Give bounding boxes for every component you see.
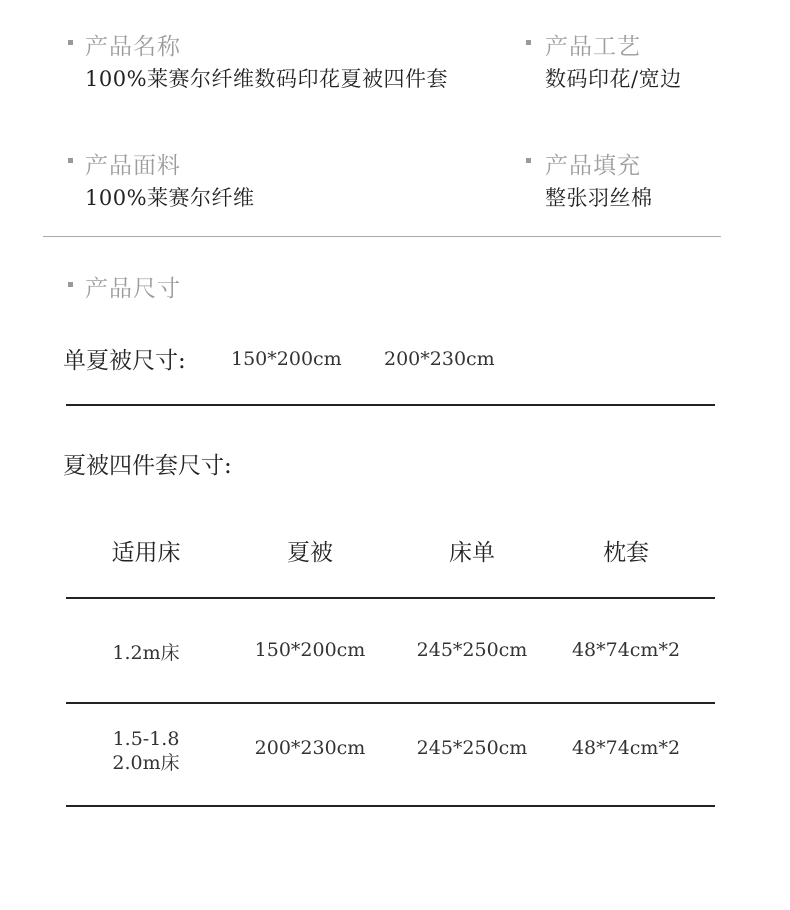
- table-cell: 150*200cm: [254, 639, 366, 661]
- single-quilt-size-2: 200*230cm: [384, 348, 495, 370]
- bullet-icon: [526, 158, 531, 163]
- bullet-icon: [68, 40, 73, 45]
- single-quilt-size-label: 单夏被尺寸:: [63, 348, 186, 374]
- bullet-icon: [68, 158, 73, 163]
- product-craft-value: 数码印花/宽边: [545, 67, 682, 91]
- product-filling-label: 产品填充: [545, 153, 641, 179]
- product-name-label: 产品名称: [85, 34, 181, 60]
- set-size-label: 夏被四件套尺寸:: [63, 453, 232, 479]
- table-cell: 245*250cm: [416, 737, 528, 759]
- product-name-value: 100%莱赛尔纤维数码印花夏被四件套: [85, 67, 449, 91]
- table-rule: [66, 702, 715, 704]
- table-cell: 48*74cm*2: [571, 639, 681, 661]
- single-quilt-size-1: 150*200cm: [231, 348, 342, 370]
- bed-size-line2: 2.0m床: [112, 752, 180, 774]
- table-header-pillowcase: 枕套: [603, 540, 649, 566]
- product-size-label: 产品尺寸: [85, 276, 181, 302]
- product-fabric-label: 产品面料: [85, 153, 181, 179]
- bullet-icon: [68, 282, 73, 287]
- table-header-sheet: 床单: [449, 540, 495, 566]
- table-cell: 1.2m床: [112, 642, 180, 664]
- table-cell: 48*74cm*2: [571, 737, 681, 759]
- product-fabric-value: 100%莱赛尔纤维: [85, 186, 255, 210]
- table-cell: [66, 727, 226, 775]
- table-rule: [66, 597, 715, 599]
- bullet-icon: [526, 40, 531, 45]
- table-rule: [66, 404, 715, 406]
- table-header-quilt: 夏被: [287, 540, 333, 566]
- table-rule: [66, 805, 715, 807]
- table-header-bed: 适用床: [111, 540, 181, 566]
- table-cell: 245*250cm: [416, 639, 528, 661]
- table-cell: 200*230cm: [254, 737, 366, 759]
- product-filling-value: 整张羽丝棉: [545, 186, 653, 210]
- section-divider: [43, 236, 721, 237]
- product-craft-label: 产品工艺: [545, 34, 641, 60]
- bed-size-line1: 1.5-1.8: [112, 728, 180, 750]
